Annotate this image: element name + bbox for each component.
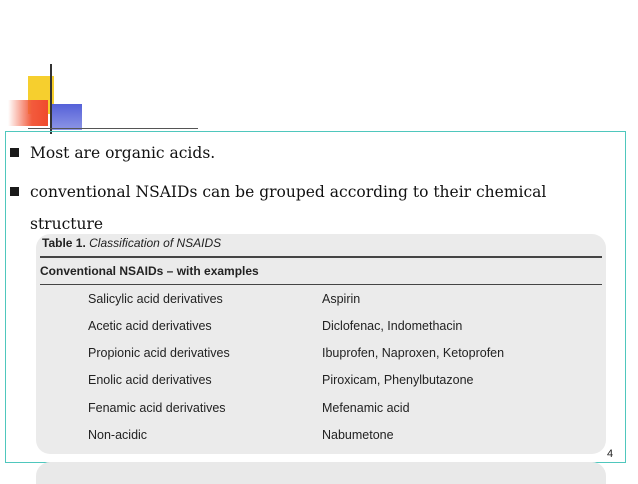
table-cell-examples: Piroxicam, Phenylbutazone bbox=[322, 373, 474, 387]
table-cell-examples: Ibuprofen, Naproxen, Ketoprofen bbox=[322, 346, 505, 360]
table-rule-top bbox=[40, 256, 602, 258]
table-cell-examples: Diclofenac, Indomethacin bbox=[322, 319, 463, 333]
bullet-text: Most are organic acids. bbox=[30, 144, 216, 162]
bullet-square-icon bbox=[10, 187, 19, 196]
bullet-text-continued: structure bbox=[30, 215, 104, 233]
bullet-square-icon bbox=[10, 148, 19, 157]
table-cell-class: Propionic acid derivatives bbox=[88, 346, 230, 360]
table-overflow-strip bbox=[36, 462, 606, 484]
table-caption-label: Table 1. bbox=[42, 236, 86, 250]
table-rule-header bbox=[40, 284, 602, 285]
decor-vertical-line bbox=[50, 64, 52, 134]
table-cell-class: Acetic acid derivatives bbox=[88, 319, 212, 333]
table-cell-examples: Mefenamic acid bbox=[322, 401, 410, 415]
table-caption-text: Classification of NSAIDS bbox=[89, 236, 222, 250]
table-cell-examples: Nabumetone bbox=[322, 428, 394, 442]
decor-red-square bbox=[8, 100, 48, 126]
decor-blue-square bbox=[52, 104, 82, 130]
table-cell-class: Fenamic acid derivatives bbox=[88, 401, 226, 415]
table-cell-class: Non-acidic bbox=[88, 428, 148, 442]
bullet-text: conventional NSAIDs can be grouped according to their chemical bbox=[30, 183, 547, 201]
table-caption bbox=[42, 236, 221, 250]
table-cell-examples: Aspirin bbox=[322, 292, 361, 306]
page-number: 4 bbox=[607, 448, 614, 460]
table-cell-class: Salicylic acid derivatives bbox=[88, 292, 223, 306]
table-header: Conventional NSAIDs – with examples bbox=[40, 264, 259, 278]
decor-horizontal-line bbox=[28, 128, 198, 129]
table-cell-class: Enolic acid derivatives bbox=[88, 373, 212, 387]
